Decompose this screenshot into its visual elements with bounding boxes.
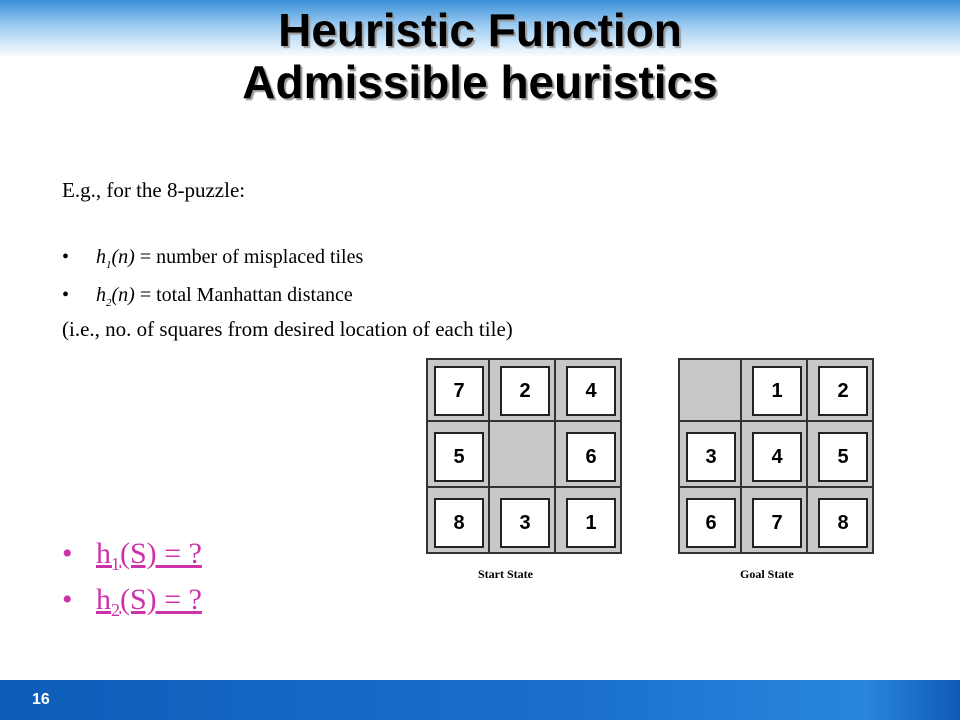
puzzle-tile: 8 (434, 498, 484, 548)
puzzle-tile: 4 (752, 432, 802, 482)
bullet-dot: • (62, 284, 70, 306)
heuristic-item-h1 (62, 246, 363, 284)
question-h1 (62, 537, 202, 583)
puzzle-tile: 3 (500, 498, 550, 548)
start-state-board (426, 358, 622, 554)
heuristic-description: = total Manhattan distance (134, 284, 353, 306)
grid-line (806, 360, 808, 552)
puzzle-tile: 3 (686, 432, 736, 482)
footer-band (0, 680, 960, 720)
title-line-1: Heuristic Function (278, 4, 682, 56)
puzzle-tile: 1 (752, 366, 802, 416)
question-h2 (62, 583, 202, 629)
puzzle-tile: 6 (566, 432, 616, 482)
goal-state-board (678, 358, 874, 554)
grid-line (740, 360, 742, 552)
puzzle-tile: 2 (818, 366, 868, 416)
intro-text: E.g., for the 8-puzzle: (62, 178, 246, 202)
slide-title (0, 4, 960, 108)
grid-line (428, 486, 620, 488)
puzzle-tile: 5 (818, 432, 868, 482)
grid-line (488, 360, 490, 552)
h2-question-link[interactable]: $h_2(S)$ = ? (96, 583, 202, 620)
heuristic-description: = number of misplaced tiles (134, 246, 364, 268)
puzzle-tile: 6 (686, 498, 736, 548)
page-number: 16 (32, 691, 50, 708)
grid-line (680, 486, 872, 488)
puzzle-tile: 1 (566, 498, 616, 548)
bullet-dot: • (62, 537, 73, 570)
heuristic-function-h2: $h_2(n)$ (96, 284, 135, 309)
bullet-dot: • (62, 246, 70, 268)
puzzle-tile: 4 (566, 366, 616, 416)
heuristic-function-h1: $h_1(n)$ (96, 246, 135, 271)
bullet-dot: • (62, 583, 73, 616)
puzzle-tile: 7 (434, 366, 484, 416)
grid-line (428, 420, 620, 422)
grid-line (680, 420, 872, 422)
grid-line (554, 360, 556, 552)
goal-state-caption: Goal State (740, 567, 794, 581)
puzzle-tile: 5 (434, 432, 484, 482)
start-state-caption: Start State (478, 567, 533, 581)
heuristic-list (62, 246, 363, 322)
h1-question-link[interactable]: $h_1(S)$ = ? (96, 537, 202, 574)
title-line-2: Admissible heuristics (242, 56, 718, 108)
question-list (62, 537, 202, 629)
puzzle-tile: 7 (752, 498, 802, 548)
puzzle-tile: 2 (500, 366, 550, 416)
manhattan-note: (i.e., no. of squares from desired location of each tile) (62, 317, 513, 341)
puzzle-tile: 8 (818, 498, 868, 548)
